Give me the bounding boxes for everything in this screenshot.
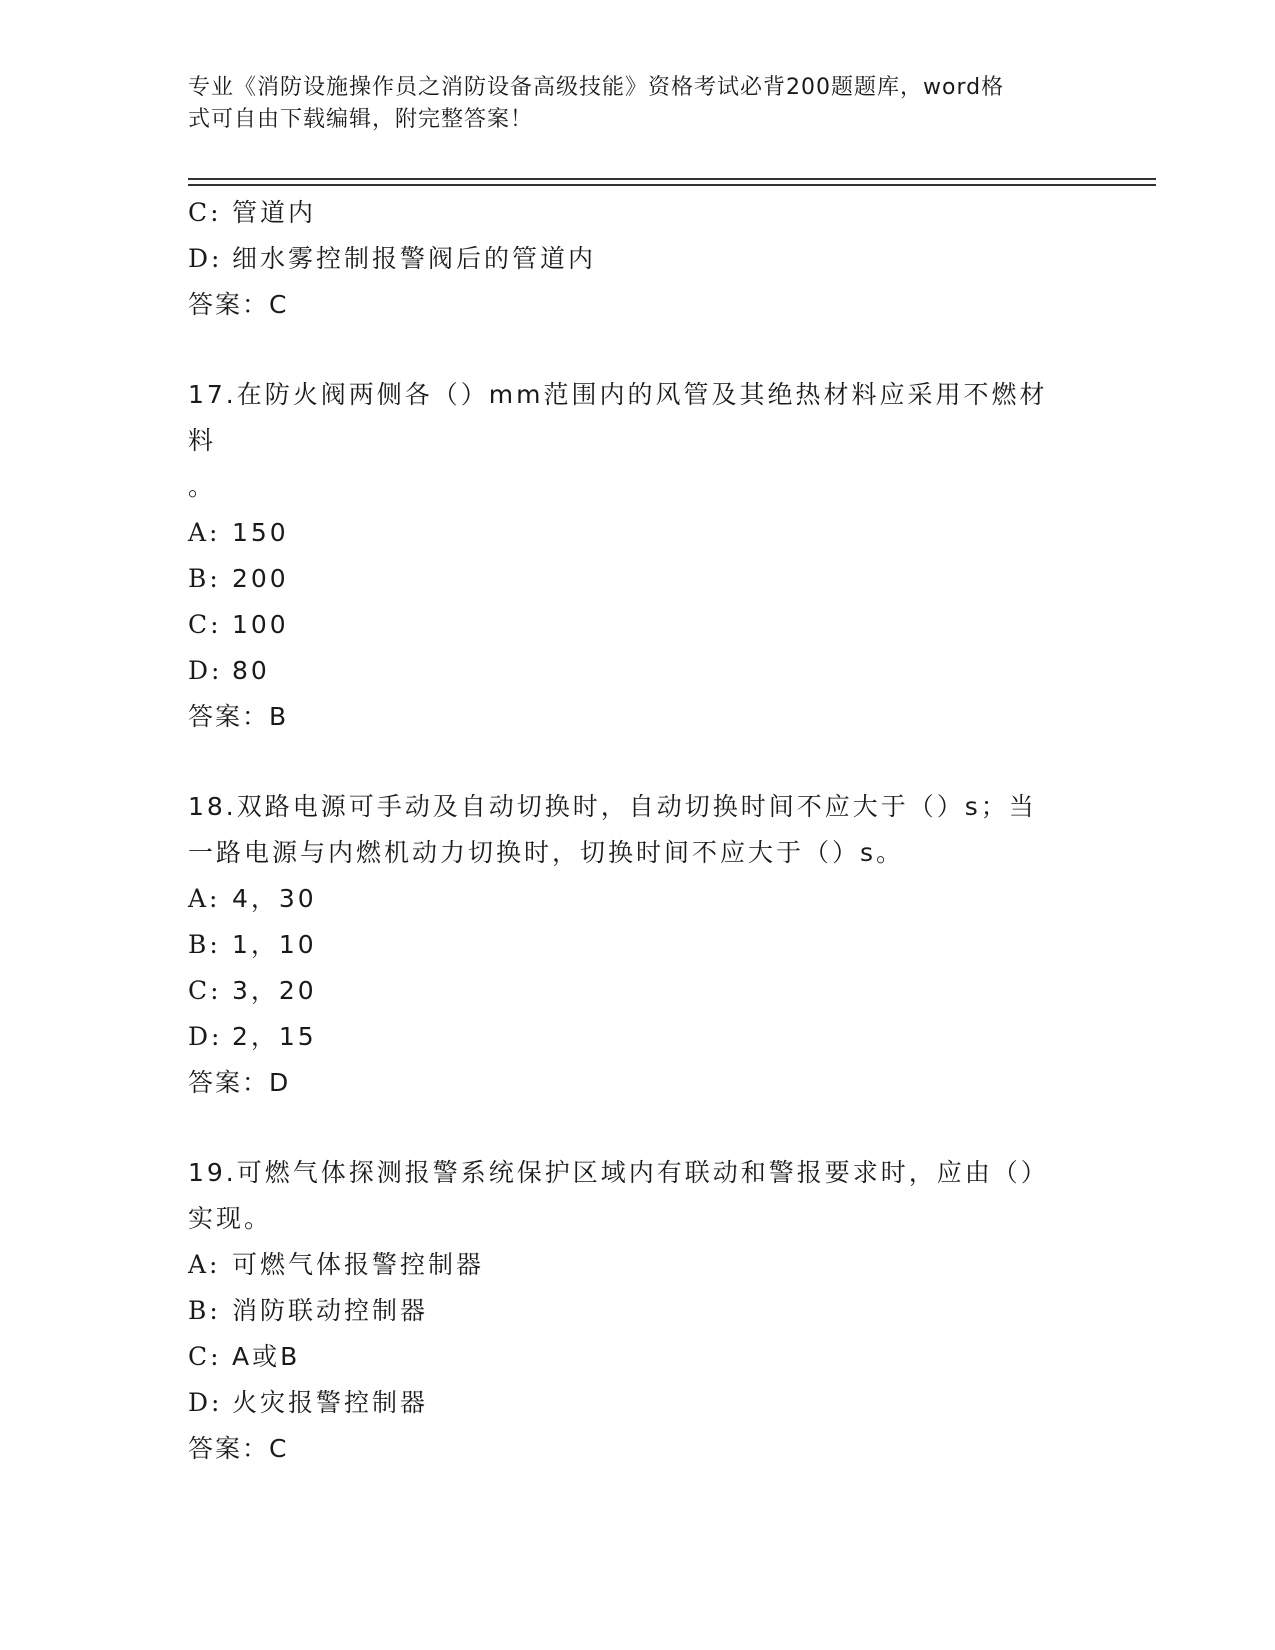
option-text: 3，20 [232, 976, 317, 1005]
option-line [188, 922, 1088, 968]
option-text: 消防联动控制器 [232, 1296, 429, 1325]
answer-label: 答案： [188, 1434, 270, 1463]
question-text-line-1: 17.在防火阀两侧各（）mm范围内的风管及其绝热材料应采用不燃材料 [188, 380, 1048, 455]
answer-value: C [269, 1434, 289, 1463]
option-line [188, 190, 1088, 236]
header-divider-bottom [188, 184, 1156, 186]
answer-label: 答案： [188, 702, 270, 731]
answer-label: 答案： [188, 1068, 270, 1097]
option-text: 80 [232, 656, 270, 685]
option-text: 火灾报警控制器 [232, 1388, 429, 1417]
option-text: 100 [232, 610, 289, 639]
document-header [188, 72, 1068, 136]
option-key: B: [188, 564, 221, 593]
question-17 [188, 372, 1088, 740]
answer-line [188, 1426, 1088, 1472]
question-18 [188, 784, 1088, 1106]
option-key: C: [188, 198, 222, 227]
option-key: D: [188, 1388, 223, 1417]
option-line [188, 1288, 1088, 1334]
answer-line [188, 694, 1088, 740]
header-title-line-2: 式可自由下载编辑，附完整答案！ [188, 107, 534, 132]
option-line [188, 510, 1088, 556]
option-text: 管道内 [232, 198, 317, 227]
option-line [188, 876, 1088, 922]
option-key: D: [188, 244, 223, 273]
option-line [188, 556, 1088, 602]
option-text: A或B [232, 1342, 301, 1371]
question-text-line-1: 19.可燃气体探测报警系统保护区域内有联动和警报要求时，应由（） [188, 1158, 1049, 1187]
question-text-line-2: 。 [188, 472, 217, 501]
option-line [188, 602, 1088, 648]
question-list [188, 190, 1088, 1472]
option-text: 150 [232, 518, 289, 547]
option-key: B: [188, 930, 221, 959]
option-line [188, 1380, 1088, 1426]
option-key: C: [188, 976, 222, 1005]
carryover-block [188, 190, 1088, 328]
option-key: D: [188, 656, 223, 685]
answer-label: 答案： [188, 290, 270, 319]
option-key: C: [188, 1342, 222, 1371]
option-key: A: [188, 1250, 221, 1279]
option-key: C: [188, 610, 222, 639]
question-text-line-1: 18.双路电源可手动及自动切换时，自动切换时间不应大于（）s；当 [188, 792, 1037, 821]
option-line [188, 1014, 1088, 1060]
option-key: A: [188, 518, 221, 547]
question-19 [188, 1150, 1088, 1472]
option-text: 可燃气体报警控制器 [232, 1250, 485, 1279]
answer-value: D [269, 1068, 291, 1097]
option-text: 细水雾控制报警阀后的管道内 [232, 244, 597, 273]
option-line [188, 648, 1088, 694]
option-key: B: [188, 1296, 221, 1325]
answer-value: C [269, 290, 289, 319]
question-text-line-2: 实现。 [188, 1204, 273, 1233]
option-text: 2，15 [232, 1022, 317, 1051]
option-line [188, 236, 1088, 282]
question-text-line-2: 一路电源与内燃机动力切换时，切换时间不应大于（）s。 [188, 838, 905, 867]
answer-line [188, 1060, 1088, 1106]
answer-line [188, 282, 1088, 328]
option-text: 200 [232, 564, 289, 593]
option-key: A: [188, 884, 221, 913]
option-line [188, 1242, 1088, 1288]
answer-value: B [269, 702, 289, 731]
option-text: 1，10 [232, 930, 317, 959]
header-divider-top [188, 178, 1156, 180]
option-line [188, 1334, 1088, 1380]
header-title-line-1: 专业《消防设施操作员之消防设备高级技能》资格考试必背200题题库，word格 [188, 75, 1005, 100]
option-key: D: [188, 1022, 223, 1051]
option-text: 4，30 [232, 884, 317, 913]
option-line [188, 968, 1088, 1014]
